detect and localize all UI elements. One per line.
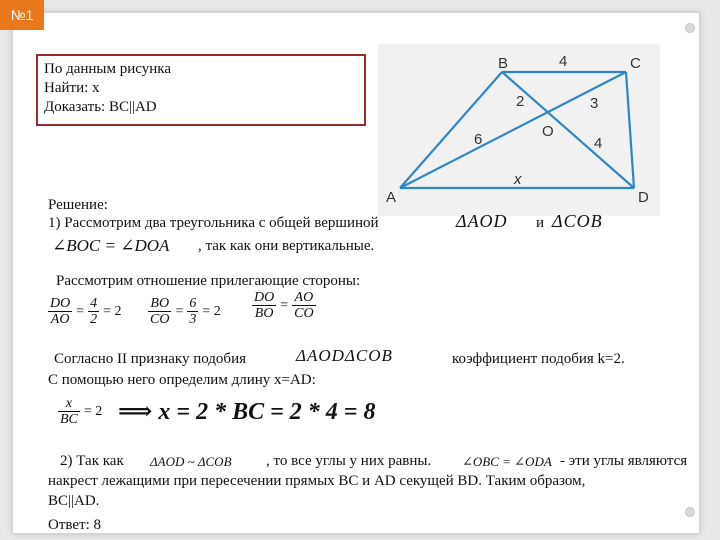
similarity-text: Согласно II признаку подобия	[54, 351, 246, 367]
figure-background	[378, 44, 660, 216]
frac4-num: x	[58, 396, 80, 412]
label-bo: 2	[516, 93, 525, 110]
frac3-den: BO	[254, 306, 274, 321]
frac2-eq: =	[175, 303, 184, 319]
corner-dot-bottom	[685, 507, 695, 517]
trapezoid-figure	[378, 44, 660, 216]
find-text: С помощью него определим длину x=AD:	[48, 372, 316, 388]
step2-angles: ∠OBC = ∠ODA	[462, 454, 552, 469]
frac1-num2: 4	[90, 296, 98, 311]
answer: Ответ: 8	[48, 517, 102, 533]
ratio-text: Рассмотрим отношение прилегающие стороны:	[56, 273, 361, 289]
frac3-den2: CO	[294, 306, 314, 321]
frac4-den: BC	[60, 412, 78, 427]
frac4-result: = 2	[83, 403, 103, 419]
frac3-num: DO	[254, 290, 275, 305]
angle-equality: ∠BOC = ∠DOA	[52, 236, 170, 255]
step2-line-2: накрест лежащими при пересечении прямых BC и AD секущей BD. Таким образом,	[48, 473, 586, 489]
step2-text-c: - эти углы являются	[560, 453, 688, 469]
slide-number-badge: №1	[0, 0, 44, 30]
frac2-den2: 3	[189, 312, 197, 327]
given-line-1: По данным рисунка	[44, 61, 171, 77]
similarity-expression: ΔAODΔCOB	[296, 346, 393, 365]
frac2-result: = 2	[202, 303, 221, 319]
label-od: 4	[594, 135, 603, 152]
frac1-num: DO	[50, 296, 71, 311]
step2-line-3: BC||AD.	[48, 493, 100, 509]
label-b: B	[498, 55, 509, 72]
ratio-fraction-2	[148, 296, 225, 327]
step2-text-a: 2) Так как	[60, 453, 124, 469]
label-bc: 4	[559, 53, 568, 70]
label-o: O	[542, 123, 554, 140]
label-a: A	[386, 189, 397, 206]
frac2-num2: 6	[189, 296, 197, 311]
x-over-bc-fraction	[58, 396, 106, 427]
triangle-cob: ΔCOB	[552, 211, 603, 231]
corner-dot-top	[685, 23, 695, 33]
frac1-result: = 2	[103, 303, 122, 319]
triangle-aod: ΔAOD	[456, 211, 508, 231]
label-c: C	[630, 55, 641, 72]
frac2-den: CO	[150, 312, 170, 327]
frac1-den: AO	[50, 312, 70, 327]
step2-text-b: , то все углы у них равны.	[266, 453, 432, 469]
frac2-num: BO	[148, 296, 171, 312]
solution-heading: Решение:	[48, 197, 108, 213]
frac3-eq: =	[280, 297, 289, 313]
label-ad: x	[514, 171, 522, 188]
result-expression: ⟹ x = 2 * BC = 2 * 4 = 8	[118, 399, 376, 425]
ratio-fraction-1	[48, 296, 126, 327]
given-box	[36, 54, 366, 126]
frac1-eq: =	[76, 303, 85, 319]
ratio-fraction-3	[252, 290, 316, 321]
label-ao: 6	[474, 131, 483, 148]
given-line-2: Найти: x	[44, 80, 100, 96]
given-line-3: Доказать: BC||AD	[44, 99, 157, 115]
step2-similarity: ΔAOD ~ ΔCOB	[150, 454, 232, 469]
frac3-num2: AO	[292, 290, 315, 306]
label-oc: 3	[590, 95, 599, 112]
coefficient-text: коэффициент подобия k=2.	[452, 351, 625, 367]
frac1-den2: 2	[90, 312, 98, 327]
step1-text: 1) Рассмотрим два треугольника с общей вершиной	[48, 215, 379, 231]
label-d: D	[638, 189, 649, 206]
and-word: и	[536, 215, 545, 231]
step1-tail: , так как они вертикальные.	[198, 238, 375, 254]
